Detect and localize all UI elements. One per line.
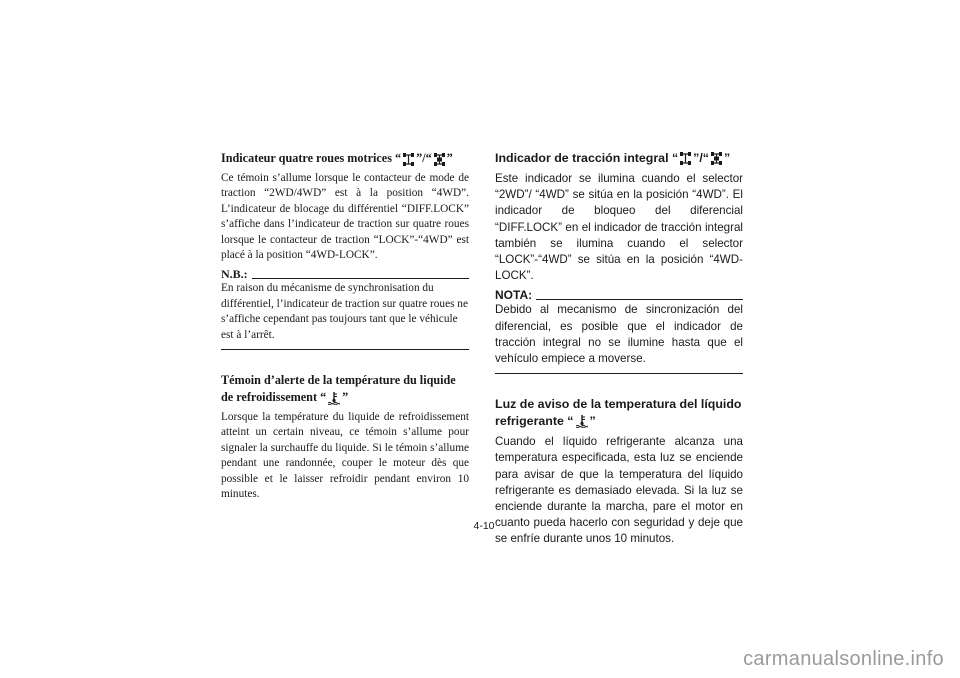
diff-lock-icon	[711, 152, 722, 165]
paragraph-coolant-es: Cuando el líquido refrigerante alcanza una temperatura especificada, esta luz se enciende para avisar de que la temperatura del líquido refrigerante es demasiado elevada. Si la luz se enciende durante la marcha, pare el motor en cuanto pueda hacerlo con seguridad y deje que se enfríe durante unos 10 minutos.	[495, 435, 743, 546]
coolant-temperature-icon	[328, 392, 340, 405]
heading-4wd-indicator-fr: Indicateur quatre roues motrices “ ”/“ ”	[221, 151, 453, 165]
note-text-fr: En raison du mécanisme de synchronisation du différentiel, l’indicateur de traction sur quatre roues ne s’affiche cependant pas toujours tant que le véhicule est à l’arrêt.	[221, 282, 468, 341]
four-wheel-drive-icon	[680, 152, 691, 165]
note-header-fr	[221, 267, 469, 281]
note-header-es	[495, 288, 743, 302]
note-label-fr: N.B.:	[221, 267, 248, 282]
note-rule-top-es	[536, 299, 743, 300]
page-number: 4-10	[473, 520, 495, 532]
paragraph-4wd-fr: Ce témoin s’allume lorsque le contacteur de mode de traction “2WD/4WD” est à la position “4WD”. L’indicateur de blocage du différentiel “DIFF.LOCK” s’affiche dans l’indicateur de traction sur quatre roues lorsque le contacteur de traction “LOCK”-“4WD” est placé à la position “4WD-LOCK”.	[221, 172, 469, 262]
paragraph-4wd-es: Este indicador se ilumina cuando el selector “2WD”/ “4WD” se sitúa en la posición “4WD”. El indicador de bloqueo del diferencial “DIFF.LOCK” en el indicador de tracción integral también se ilumina cuando el selector “LOCK”-“4WD” se sitúa en la posición “4WD-LOCK”.	[495, 172, 743, 283]
note-text-es: Debido al mecanismo de sincronización del diferencial, es posible que el indicador de tracción integral no se ilumine hasta que el vehículo empiece a moverse.	[495, 303, 743, 366]
note-label-es: NOTA:	[495, 288, 533, 303]
diff-lock-icon	[434, 153, 445, 166]
french-column	[221, 150, 469, 503]
four-wheel-drive-icon	[403, 153, 414, 166]
note-rule-top-fr	[252, 278, 469, 279]
heading-coolant-warning-es: Luz de aviso de la temperatura del líquido refrigerante “ ”	[495, 397, 742, 429]
heading-4wd-indicator-es: Indicador de tracción integral “ ”/“ ”	[495, 151, 731, 165]
coolant-temperature-icon	[576, 415, 588, 428]
heading-coolant-warning-fr: Témoin d’alerte de la température du liquide de refroidissement “ ”	[221, 373, 456, 405]
spanish-column	[495, 150, 743, 548]
watermark: carmanualsonline.info	[743, 648, 944, 670]
paragraph-coolant-fr: Lorsque la température du liquide de refroidissement atteint un certain niveau, ce témoin s’allume pour signaler la surchauffe du liquide. Si le témoin s’allume pendant une randonnée, couper le moteur dès que possible et le laisser refroidir pendant environ 10 minutes.	[221, 411, 469, 501]
